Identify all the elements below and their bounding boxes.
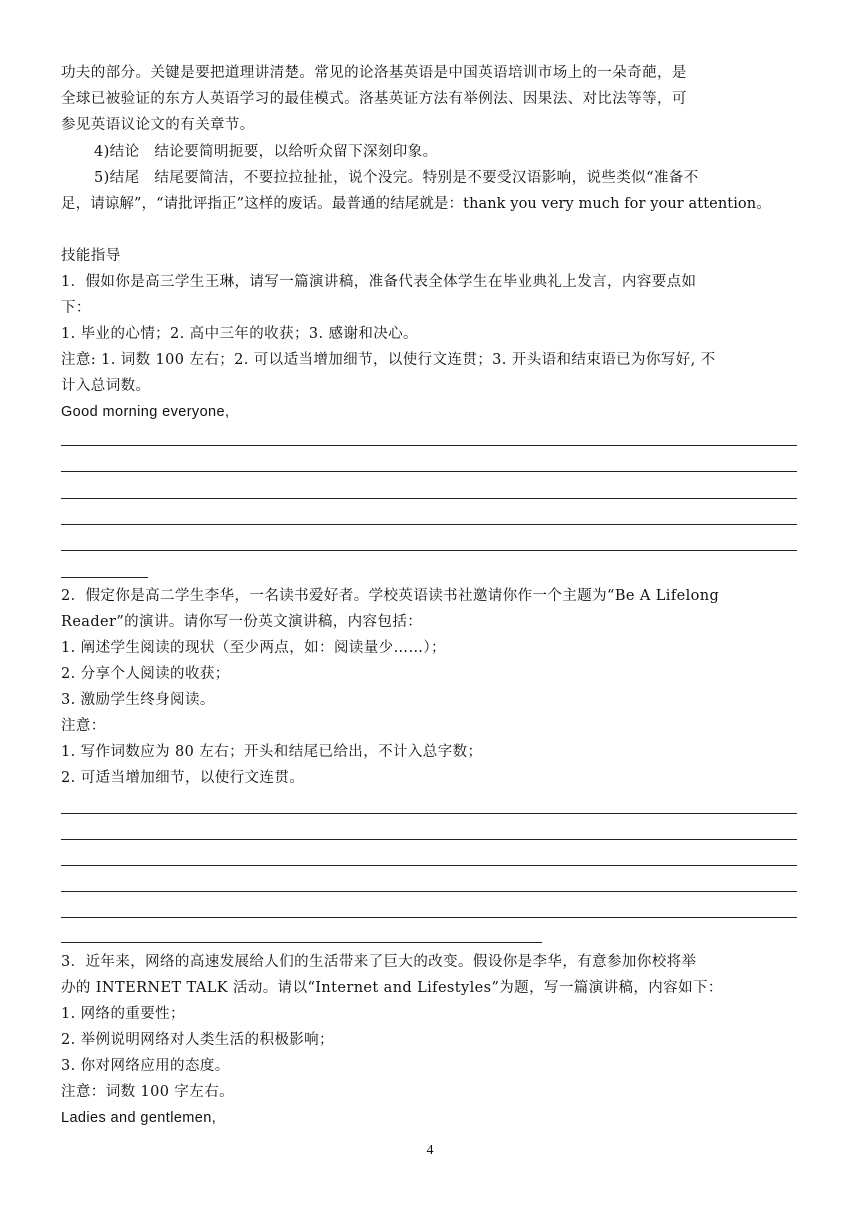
task2-prompt: 2．假定你是高二学生李华，一名读书爱好者。学校英语读书社邀请你作一个主题为“Be A Lifelong bbox=[61, 588, 720, 604]
answer-line[interactable] bbox=[61, 839, 797, 840]
answer-line[interactable] bbox=[61, 445, 797, 446]
ending-paragraph-line: 足，请谅解”，“请批评指正”这样的废话。最普通的结尾就是：thank you very much for your attention。 bbox=[61, 196, 771, 212]
answer-line[interactable] bbox=[61, 813, 797, 814]
conclusion-paragraph: 4)结论 结论要简明扼要，以给听众留下深刻印象。 bbox=[94, 144, 438, 160]
task3-opening: Ladies and gentlemen, bbox=[61, 1110, 217, 1126]
task3-point: 1. 网络的重要性； bbox=[61, 1006, 185, 1022]
task3-prompt: 办的 INTERNET TALK 活动。请以“Internet and Lifestyles”为题，写一篇演讲稿，内容如下： bbox=[61, 980, 723, 996]
intro-text-line: 参见英语议论文的有关章节。 bbox=[61, 117, 255, 133]
task2-point: 2. 分享个人阅读的收获； bbox=[61, 666, 230, 682]
task2-note-heading: 注意： bbox=[61, 718, 106, 734]
task1-note: 计入总词数。 bbox=[61, 378, 151, 394]
answer-line[interactable] bbox=[61, 942, 542, 943]
ending-paragraph-line: 5)结尾 结尾要简洁，不要拉拉扯扯，说个没完。特别是不要受汉语影响，说些类似“准备不 bbox=[94, 170, 699, 186]
intro-text-line: 功夫的部分。关键是要把道理讲清楚。常见的论洛基英语是中国英语培训市场上的一朵奇葩，是 bbox=[61, 65, 687, 81]
answer-line[interactable] bbox=[61, 917, 797, 918]
answer-line[interactable] bbox=[61, 577, 148, 578]
page-number: 4 bbox=[426, 1143, 434, 1158]
task2-prompt: Reader”的演讲。请你写一份英文演讲稿，内容包括： bbox=[61, 614, 423, 630]
task2-point: 1. 阐述学生阅读的现状（至少两点，如：阅读量少……）； bbox=[61, 640, 446, 656]
section-heading: 技能指导 bbox=[61, 248, 121, 264]
task1-opening: Good morning everyone, bbox=[61, 404, 230, 420]
answer-line[interactable] bbox=[61, 498, 797, 499]
task3-point: 2. 举例说明网络对人类生活的积极影响； bbox=[61, 1032, 334, 1048]
task1-note: 注意: 1. 词数 100 左右；2. 可以适当增加细节，以使行文连贯；3. 开头语和结束语已为你写好, 不 bbox=[61, 352, 716, 368]
task1-prompt: 1．假如你是高三学生王琳，请写一篇演讲稿，准备代表全体学生在毕业典礼上发言，内容要点如 bbox=[61, 274, 697, 290]
answer-line[interactable] bbox=[61, 471, 797, 472]
task2-note: 2. 可适当增加细节，以使行文连贯。 bbox=[61, 770, 305, 786]
answer-line[interactable] bbox=[61, 550, 797, 551]
task3-note: 注意：词数 100 字左右。 bbox=[61, 1084, 234, 1100]
answer-line[interactable] bbox=[61, 891, 797, 892]
task3-point: 3. 你对网络应用的态度。 bbox=[61, 1058, 230, 1074]
task1-prompt: 下： bbox=[61, 300, 91, 316]
task1-points: 1. 毕业的心情；2. 高中三年的收获；3. 感谢和决心。 bbox=[61, 326, 418, 342]
task2-point: 3. 激励学生终身阅读。 bbox=[61, 692, 215, 708]
intro-text-line: 全球已被验证的东方人英语学习的最佳模式。洛基英证方法有举例法、因果法、对比法等等，可 bbox=[61, 91, 687, 107]
answer-line[interactable] bbox=[61, 524, 797, 525]
task2-note: 1. 写作词数应为 80 左右；开头和结尾已给出，不计入总字数； bbox=[61, 744, 483, 760]
answer-line[interactable] bbox=[61, 865, 797, 866]
task3-prompt: 3．近年来，网络的高速发展给人们的生活带来了巨大的改变。假设你是李华，有意参加你校将举 bbox=[61, 954, 697, 970]
